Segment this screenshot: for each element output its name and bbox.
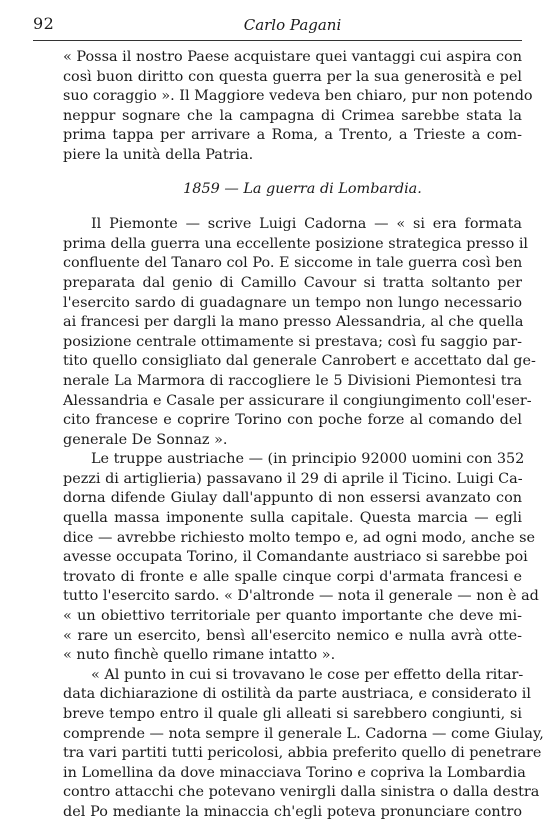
text-line: « nuto finchè quello rimane intatto ». [63, 647, 336, 664]
text-line: del Po mediante la minaccia ch'egli poteva pronunciare contro [63, 803, 522, 820]
text-line: tra vari partiti tutti pericolosi, abbia preferito quello di penetrare [63, 745, 542, 762]
text-line: comprende — nota sempre il generale L. Cadorna — come Giulay, [63, 725, 544, 742]
text-line: « Possa il nostro Paese acquistare quei vantaggi cui aspira con [63, 49, 522, 65]
text-line: contro attacchi che potevano venirgli dalla sinistra o dalla destra [63, 784, 540, 801]
text-line: l'esercito sardo di guadagnare un tempo non lungo necessario [63, 294, 522, 311]
text-line: Il Piemonte — scrive Luigi Cadorna — « si era formata [91, 216, 522, 233]
page-number: 92 [33, 14, 55, 33]
text-line: preparata dal genio di Camillo Cavour si tratta soltanto per [63, 274, 522, 291]
text-line: tito quello consigliato dal generale Canrobert e accettato dal ge- [63, 353, 536, 370]
text-line: avesse occupata Torino, il Comandante austriaco si sarebbe poi [63, 549, 528, 566]
text-line: prima tappa per arrivare a Roma, a Trento, a Trieste a com- [63, 127, 522, 144]
text-line: « un obiettivo territoriale per quanto importante che deve mi- [63, 608, 522, 625]
page-header [33, 10, 522, 40]
paragraph-1 [63, 48, 533, 166]
text-line: in Lomellina da dove minacciava Torino e copriva la Lombardia [63, 764, 526, 781]
paragraph-2 [63, 215, 536, 450]
text-line: « rare un esercito, bensì all'esercito nemico e nulla avrà otte- [63, 627, 522, 644]
text-line: generale De Sonnaz ». [63, 431, 228, 448]
text-line: posizione centrale ottimamente si prestava; così fu saggio par- [63, 333, 522, 350]
text-line: tutto l'esercito sardo. « D'altronde — nota il generale — non è ad [63, 588, 539, 605]
text-line: ai francesi per dargli la mano presso Alessandria, al che quella [63, 314, 524, 331]
text-line: cito francese e coprire Torino con poche forze al comando del [63, 412, 522, 429]
paragraph-3 [63, 450, 539, 666]
text-line: trovato di fronte e alle spalle cinque corpi d'armata francesi e [63, 568, 522, 585]
text-line: nerale La Marmora di raccogliere le 5 Divisioni Piemontesi tra [63, 372, 522, 389]
text-line: suo coraggio ». Il Maggiore vedeva ben chiaro, pur non potendo [63, 88, 533, 105]
text-line: neppur sognare che la campagna di Crimea sarebbe stata la [63, 107, 522, 124]
text-line: « Al punto in cui si trovavano le cose per effetto della ritar- [91, 666, 524, 683]
text-line: data dichiarazione di ostilità da parte austriaca, e considerato il [63, 686, 531, 703]
text-line: Le truppe austriache — (in principio 92000 uomini con 352 [91, 451, 525, 468]
text-line: dorna difende Giulay dall'appunto di non essersi avanzato con [63, 490, 522, 507]
text-line: pezzi di artiglieria) passavano il 29 di aprile il Ticino. Luigi Ca- [63, 470, 523, 487]
paragraph-4 [63, 666, 544, 823]
text-line: così buon diritto con questa guerra per la sua generosità e pel [63, 68, 522, 85]
text-line: piere la unità della Patria. [63, 146, 254, 163]
header-rule [33, 40, 522, 41]
text-line: breve tempo entro il quale gli alleati si sarebbero congiunti, si [63, 706, 522, 722]
text-line: prima della guerra una eccellente posizione strategica presso il [63, 235, 529, 252]
text-line: confluente del Tanaro col Po. E siccome in tale guerra così ben [63, 255, 523, 272]
section-heading: 1859 — La guerra di Lombardia. [183, 180, 422, 197]
text-line: quella massa imponente sulla capitale. Questa marcia — egli [63, 510, 522, 527]
running-head: Carlo Pagani [243, 16, 342, 34]
body-text [63, 48, 544, 823]
text-line: Alessandria e Casale per assicurare il congiungimento coll'eser- [63, 392, 532, 409]
text-line: dice — avrebbe richiesto molto tempo e, ad ogni modo, anche se [63, 529, 536, 546]
